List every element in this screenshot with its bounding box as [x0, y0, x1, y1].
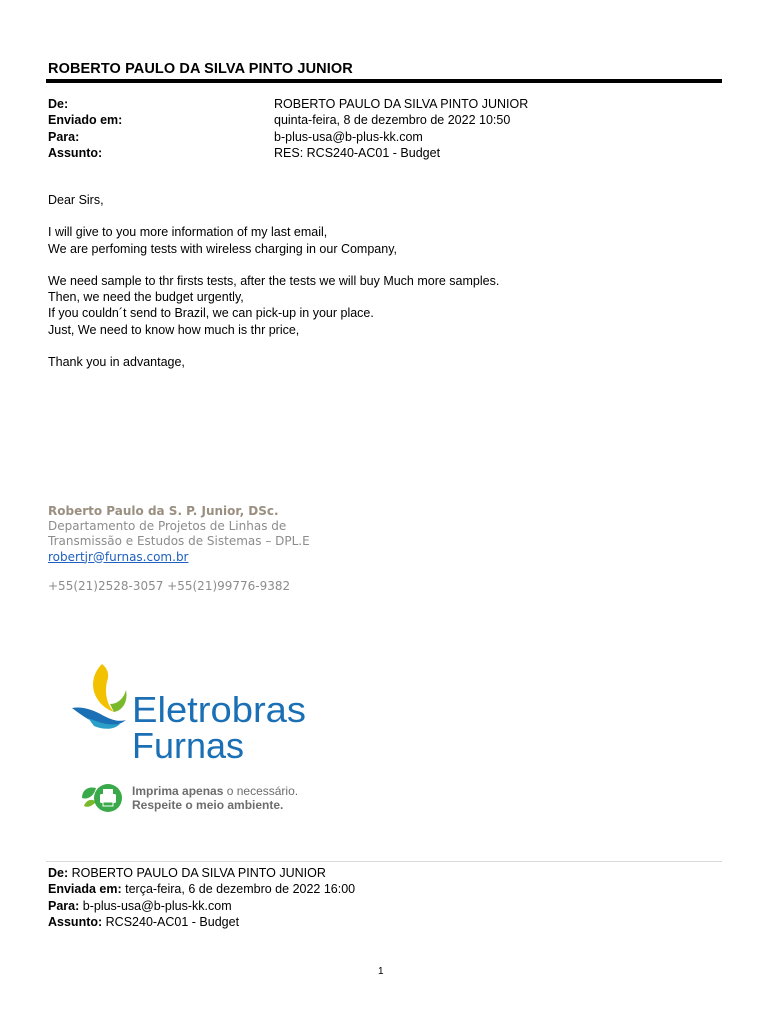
header-value: b-plus-usa@b-plus-kk.com [274, 129, 423, 144]
prev-subject-row: Assunto: RCS240-AC01 - Budget [48, 915, 240, 930]
prev-to-row: Para: b-plus-usa@b-plus-kk.com [48, 898, 232, 913]
header-label: De: [48, 97, 69, 111]
previous-message-header [48, 865, 355, 931]
svg-text:Imprima apenas o necessário. [132, 784, 298, 798]
logo-line-2: Furnas [132, 725, 244, 766]
page-number: 1 [378, 966, 384, 977]
body-line: We need sample to thr firsts tests, after the tests we will buy Much more samples. [48, 273, 500, 288]
email-body [48, 192, 499, 370]
signature-name: Roberto Paulo da S. P. Junior, DSc. [48, 504, 279, 518]
eletrobras-furnas-logo [68, 660, 318, 770]
prev-sent-row: Enviada em: terça-feira, 6 de dezembro de 2022 16:00 [48, 882, 356, 897]
greeting: Dear Sirs, [48, 193, 104, 207]
closing: Thank you in advantage, [48, 354, 185, 369]
body-line: I will give to you more information of my last email, [48, 225, 328, 240]
signature-block [48, 504, 310, 594]
sender-title: ROBERTO PAULO DA SILVA PINTO JUNIOR [48, 61, 353, 77]
email-header [48, 96, 648, 162]
leaf-icon [84, 800, 96, 807]
header-label: Enviado em: [48, 113, 123, 128]
message-separator [46, 861, 722, 862]
header-label: Para: [48, 129, 80, 144]
title-divider [46, 79, 722, 83]
body-line: We are perfoming tests with wireless charging in our Company, [48, 241, 397, 256]
prev-from-row: De: ROBERTO PAULO DA SILVA PINTO JUNIOR [48, 866, 326, 880]
body-line: Just, We need to know how much is thr price, [48, 322, 300, 337]
header-row-sent [48, 112, 648, 128]
signature-email-link[interactable]: robertjr@furnas.com.br [48, 549, 189, 564]
leaf-icon [82, 787, 96, 798]
header-value: ROBERTO PAULO DA SILVA PINTO JUNIOR [274, 97, 529, 111]
eco-line-1-bold: Imprima apenas [132, 784, 224, 798]
signature-phones: +55(21)2528-3057 +55(21)99776-9382 [48, 578, 291, 593]
header-row-subject [48, 145, 648, 161]
logo-green-leaf [110, 690, 127, 712]
header-row-to [48, 129, 648, 145]
eco-print-notice [80, 778, 310, 818]
logo-line-1: Eletrobras [132, 689, 306, 730]
body-line: If you couldn´t send to Brazil, we can pick-up in your place. [48, 306, 374, 321]
body-line: Then, we need the budget urgently, [48, 290, 244, 305]
eco-line-2: Respeite o meio ambiente. [132, 798, 284, 812]
eco-line-1-rest: o necessário. [223, 784, 299, 798]
signature-department: Departamento de Projetos de Linhas de [48, 519, 287, 534]
header-label: Assunto: [48, 146, 103, 161]
header-value: quinta-feira, 8 de dezembro de 2022 10:50 [274, 113, 511, 128]
header-row-from [48, 96, 648, 112]
header-value: RES: RCS240-AC01 - Budget [274, 146, 441, 161]
signature-department: Transmissão e Estudos de Sistemas – DPL.E [48, 534, 310, 549]
